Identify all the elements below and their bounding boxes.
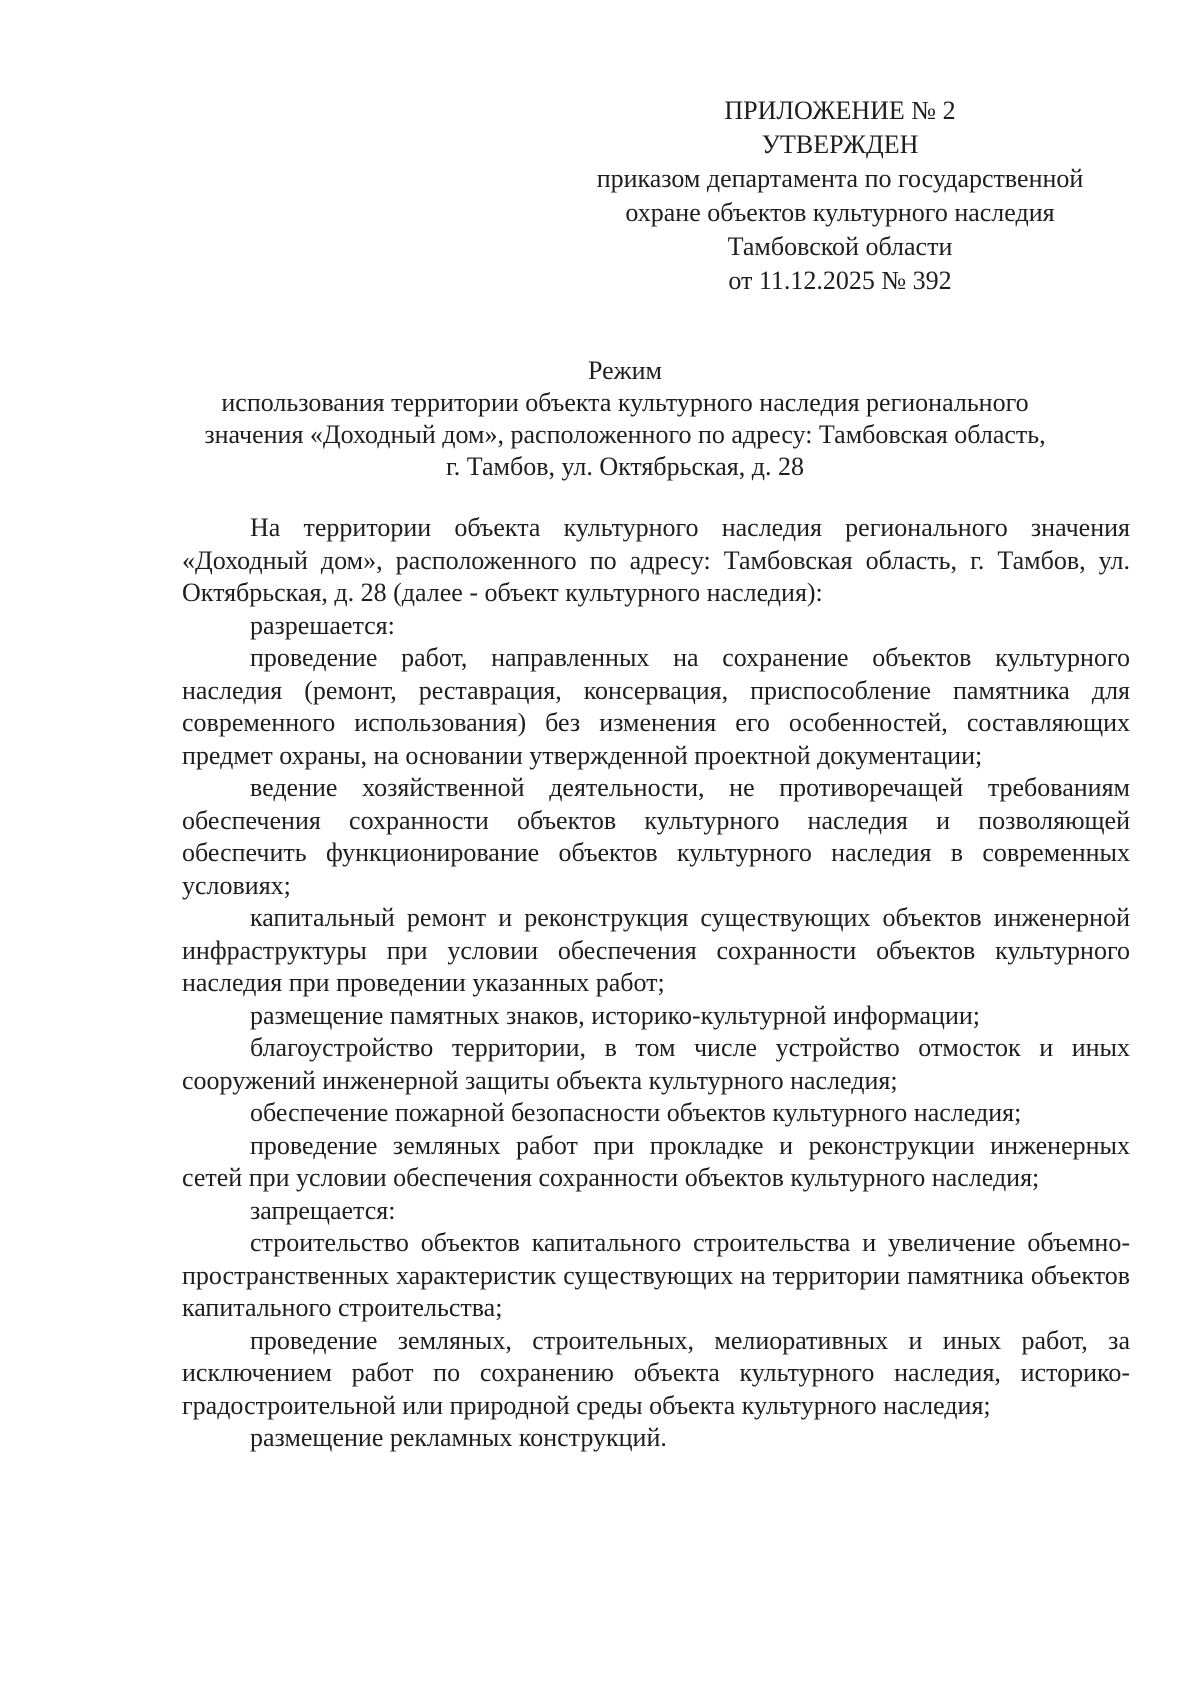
approved-label: УТВЕРЖДЕН — [761, 130, 919, 159]
order-date-number: от 11.12.2025 № 392 — [728, 266, 952, 295]
order-line-1: приказом департамента по государственной — [596, 164, 1084, 193]
forbidden-item: размещение рекламных конструкций. — [250, 1423, 667, 1452]
order-line-2: охране объектов культурного наследия — [625, 198, 1055, 227]
appendix-label: ПРИЛОЖЕНИЕ № 2 — [724, 96, 956, 125]
allowed-heading: разрешается: — [250, 610, 395, 640]
title-line-3: г. Тамбов, ул. Октябрьская, д. 28 — [446, 452, 804, 481]
allowed-item: обеспечение пожарной безопасности объектов культурного наследия; — [250, 1098, 1022, 1127]
allowed-item: ведение хозяйственной деятельности, не противоречащей требованиям обеспечения сохранности объектов культурного наследия и позволяющей обеспечить функционирование объектов культурного наследия в современных условиях; — [182, 773, 1130, 900]
forbidden-item: проведение земляных, строительных, мелиоративных и иных работ, за исключением работ по сохранению объекта культурного наследия, историко-градостроительной или природной среды объекта культурного наследия; — [182, 1325, 1130, 1420]
document-body — [182, 512, 1130, 1455]
title-heading: Режим — [588, 356, 662, 385]
forbidden-heading: запрещается: — [250, 1195, 396, 1225]
approval-block — [560, 94, 1120, 298]
intro-paragraph: На территории объекта культурного наследия регионального значения «Доходный дом», расположенного по адресу: Тамбовская область, г. Тамбов, ул. Октябрьская, д. 28 (далее - объект культурного наследия): — [182, 513, 1130, 607]
allowed-item: проведение работ, направленных на сохранение объектов культурного наследия (ремонт, реставрация, консервация, приспособление памятника для современного использования) без изменения его особенностей, составляющих предмет охраны, на основании утвержденной проектной документации; — [182, 643, 1130, 770]
title-line-1: использования территории объекта культурного наследия регионального — [221, 388, 1029, 417]
document-title — [175, 355, 1075, 483]
title-line-2: значения «Доходный дом», расположенного по адресу: Тамбовская область, — [204, 420, 1046, 449]
forbidden-item: строительство объектов капитального строительства и увеличение объемно-пространственных характеристик существующих на территории памятника объектов капитального строительства; — [182, 1228, 1130, 1322]
allowed-item: размещение памятных знаков, историко-культурной информации; — [250, 1000, 981, 1030]
allowed-item: капитальный ремонт и реконструкция существующих объектов инженерной инфраструктуры при условии обеспечения сохранности объектов культурного наследия при проведении указанных работ; — [182, 903, 1130, 997]
order-line-3: Тамбовской области — [727, 232, 953, 261]
allowed-item: проведение земляных работ при прокладке и реконструкции инженерных сетей при условии обеспечения сохранности объектов культурного наследия; — [182, 1130, 1130, 1192]
allowed-item: благоустройство территории, в том числе устройство отмосток и иных сооружений инженерной защиты объекта культурного наследия; — [182, 1033, 1130, 1095]
